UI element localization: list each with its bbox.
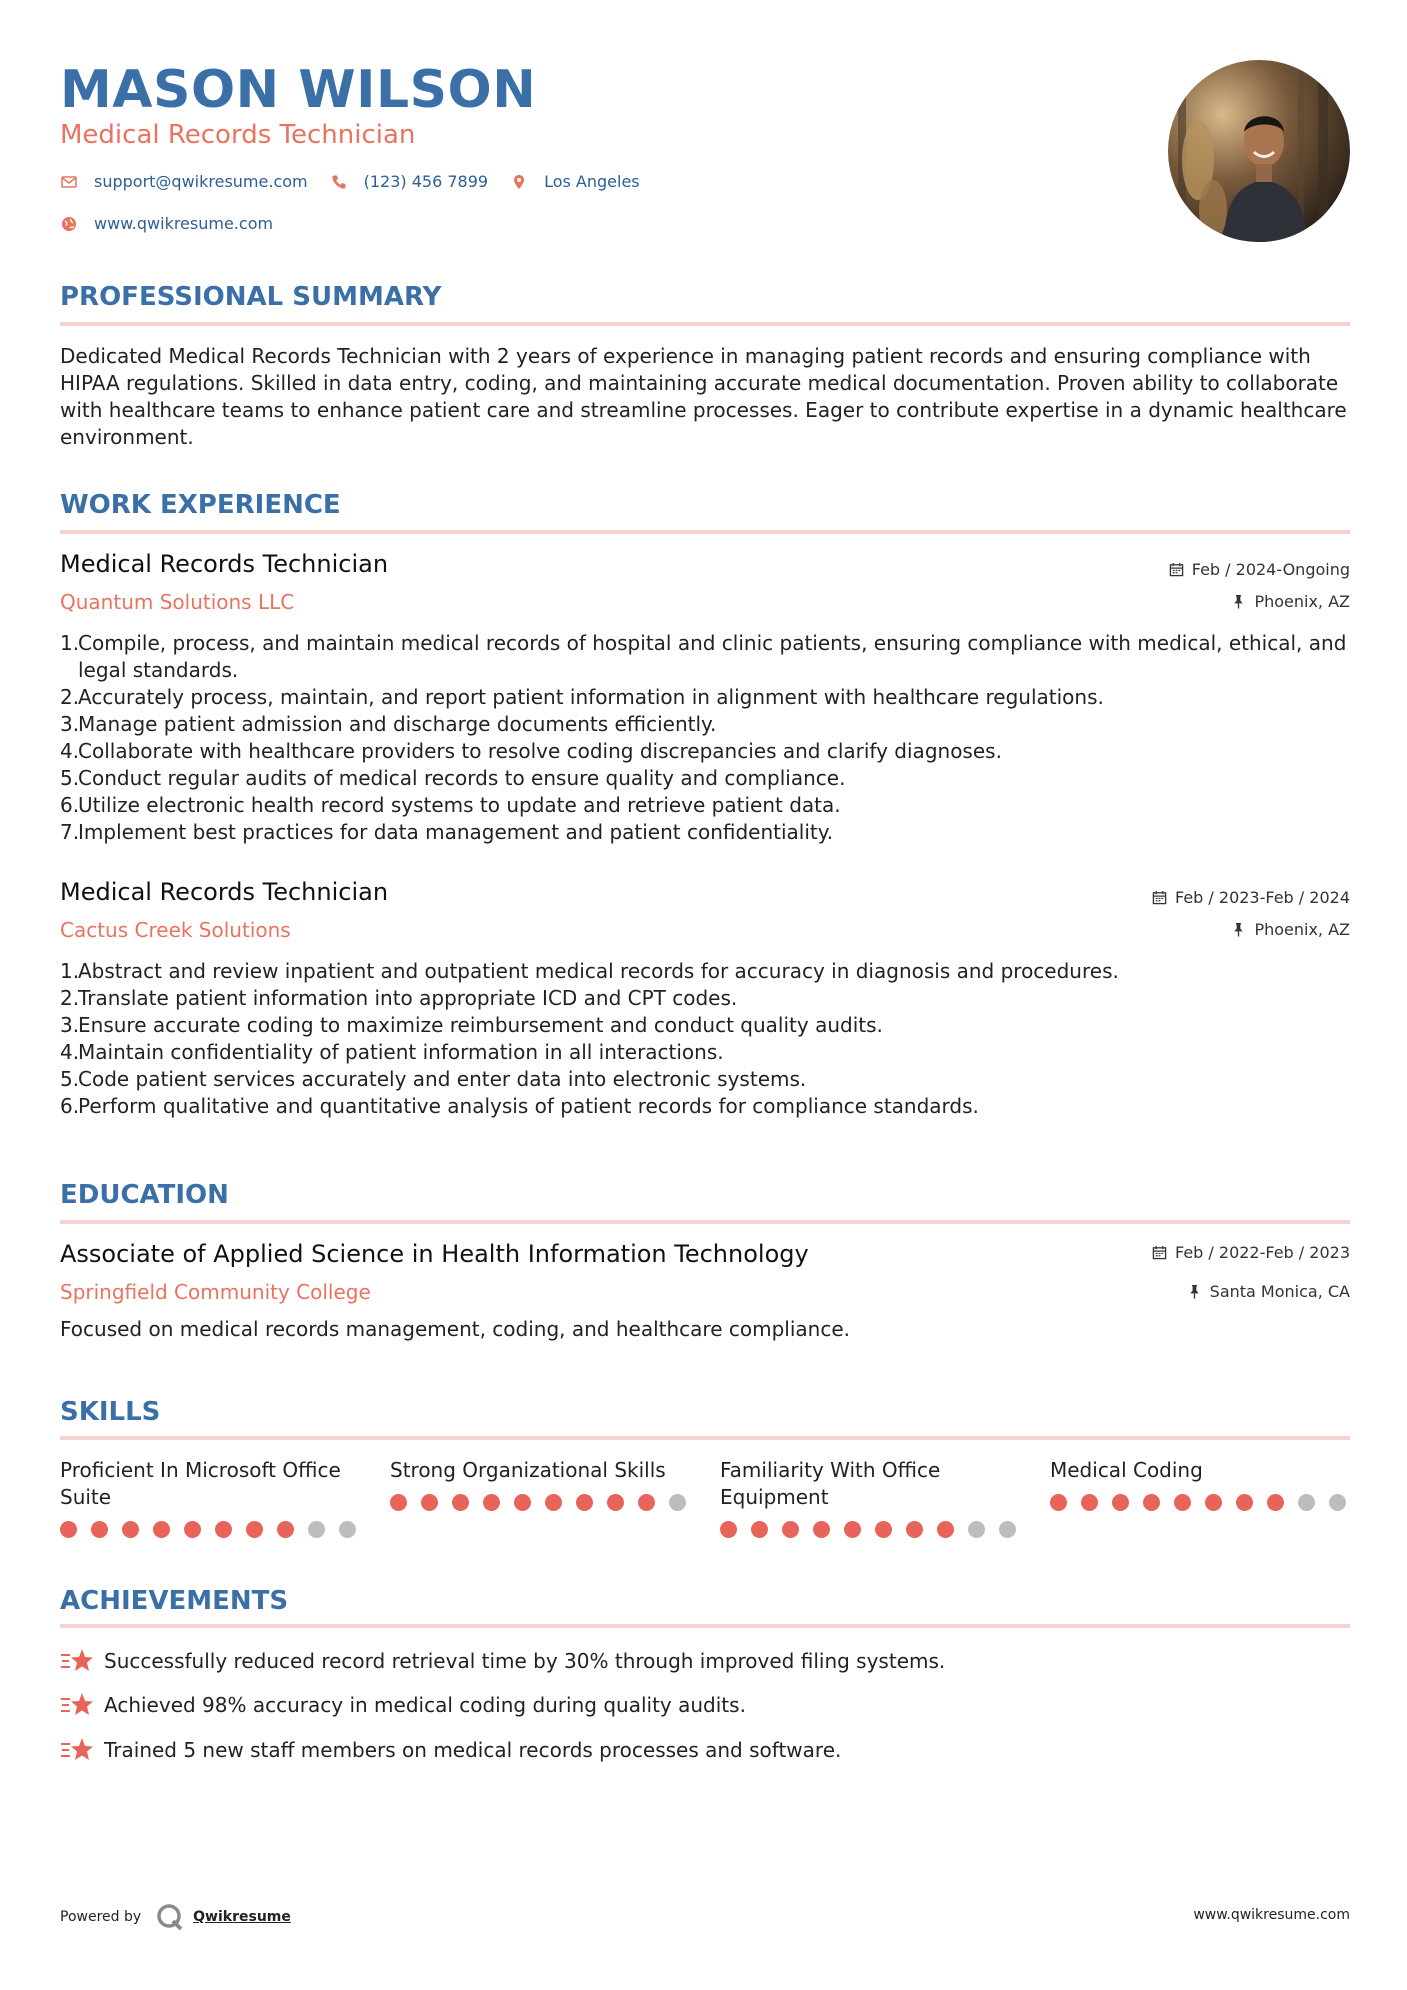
map-pin-icon (510, 173, 528, 191)
shooting-star-icon (60, 1736, 96, 1764)
skill-dot (215, 1521, 232, 1538)
education-location-text: Santa Monica, CA (1209, 1282, 1350, 1301)
skill-rating (720, 1521, 1030, 1538)
skill-dot (1143, 1494, 1160, 1511)
duty-item: 3. Ensure accurate coding to maximize reimbursement and conduct quality audits. (60, 1013, 883, 1037)
degree-title: Associate of Applied Science in Health Information Technology (60, 1240, 809, 1268)
skill-dot (91, 1521, 108, 1538)
powered-by-label: Powered by (60, 1909, 142, 1925)
skill-item (390, 1457, 700, 1511)
email-text: support@qwikresume.com (94, 172, 308, 191)
achievement-text: Achieved 98% accuracy in medical coding during quality audits. (104, 1693, 746, 1717)
section-divider (60, 1624, 1350, 1628)
skill-dot (421, 1494, 438, 1511)
skill-dot (782, 1521, 799, 1538)
job-company: Cactus Creek Solutions (60, 918, 291, 942)
experience-heading: WORK EXPERIENCE (60, 490, 341, 520)
calendar-icon (1169, 562, 1184, 577)
skill-dot (999, 1521, 1016, 1538)
skill-dot (452, 1494, 469, 1511)
job-location-text: Phoenix, AZ (1254, 592, 1350, 611)
skill-dot (968, 1521, 985, 1538)
skill-dot (246, 1521, 263, 1538)
job-title: Medical Records Technician (60, 878, 389, 906)
duty-item: 5. Conduct regular audits of medical records to ensure quality and compliance. (60, 766, 846, 790)
achievement-text: Successfully reduced record retrieval time by 30% through improved filing systems. (104, 1649, 946, 1673)
duty-item: 6. Perform qualitative and quantitative analysis of patient records for compliance standards. (60, 1094, 979, 1118)
profile-photo (1168, 60, 1350, 242)
education-description: Focused on medical records management, coding, and healthcare compliance. (60, 1317, 850, 1341)
education-heading: EDUCATION (60, 1180, 229, 1210)
skill-dot (1081, 1494, 1098, 1511)
skill-dot (576, 1494, 593, 1511)
duty-item: 5. Code patient services accurately and enter data into electronic systems. (60, 1067, 807, 1091)
phone-icon (330, 173, 348, 191)
resume-page (60, 0, 1350, 1990)
duty-item: 2. Translate patient information into appropriate ICD and CPT codes. (60, 986, 738, 1010)
duty-item: 1. Abstract and review inpatient and outpatient medical records for accuracy in diagnosis and procedures. (60, 959, 1119, 983)
brand-link[interactable]: Qwikresume (193, 1909, 291, 1925)
skill-dot (844, 1521, 861, 1538)
contact-location (510, 172, 640, 191)
duty-item: 4. Maintain confidentiality of patient information in all interactions. (60, 1040, 724, 1064)
pushpin-icon (1231, 594, 1246, 609)
skill-dot (1267, 1494, 1284, 1511)
contact-phone[interactable] (330, 172, 488, 191)
skill-dot (153, 1521, 170, 1538)
skill-dot (514, 1494, 531, 1511)
envelope-icon (60, 173, 78, 191)
skill-name: Medical Coding (1050, 1458, 1203, 1482)
skill-dot (720, 1521, 737, 1538)
skill-rating (1050, 1494, 1360, 1511)
shooting-star-icon (60, 1647, 96, 1675)
skill-dot (669, 1494, 686, 1511)
skill-dot (339, 1521, 356, 1538)
skill-dot (60, 1521, 77, 1538)
candidate-name: MASON WILSON (60, 60, 537, 120)
summary-text: Dedicated Medical Records Technician with 2 years of experience in managing patient records and ensuring compliance with HIPAA regulations. Skilled in data entry, coding, and maintaining accurate medical documentation. Proven ability to collaborate with healthcare teams to enhance patient care and streamline processes. Eager to contribute expertise in a dynamic healthcare environment. (60, 344, 1347, 449)
skill-dot (545, 1494, 562, 1511)
job-duties-list (60, 958, 1350, 1120)
pushpin-icon (1231, 922, 1246, 937)
duty-item: 3. Manage patient admission and discharge documents efficiently. (60, 712, 717, 736)
section-divider (60, 1220, 1350, 1224)
contact-row-web (60, 214, 295, 233)
duty-item: 1. Compile, process, and maintain medical records of hospital and clinic patients, ensuring compliance with medical, ethical, and legal standards. (60, 631, 1347, 682)
job-dates-text: Feb / 2024-Ongoing (1191, 560, 1350, 579)
achievement-item (60, 1691, 746, 1719)
summary-heading: PROFESSIONAL SUMMARY (60, 282, 442, 312)
job-location-text: Phoenix, AZ (1254, 920, 1350, 939)
duty-item: 7. Implement best practices for data management and patient confidentiality. (60, 820, 834, 844)
skill-dot (937, 1521, 954, 1538)
skill-dot (906, 1521, 923, 1538)
location-text: Los Angeles (544, 172, 640, 191)
section-divider (60, 1436, 1350, 1440)
duty-item: 4. Collaborate with healthcare providers to resolve coding discrepancies and clarify diagnoses. (60, 739, 1002, 763)
calendar-icon (1152, 1245, 1167, 1260)
skill-dot (1205, 1494, 1222, 1511)
job-dates-text: Feb / 2023-Feb / 2024 (1175, 888, 1350, 907)
phone-text: (123) 456 7899 (363, 172, 489, 191)
skill-dot (483, 1494, 500, 1511)
skill-dot (1236, 1494, 1253, 1511)
skill-dot (751, 1521, 768, 1538)
skill-dot (638, 1494, 655, 1511)
achievements-heading: ACHIEVEMENTS (60, 1586, 289, 1616)
skill-dot (607, 1494, 624, 1511)
skill-dot (1112, 1494, 1129, 1511)
achievement-text: Trained 5 new staff members on medical records processes and software. (104, 1738, 842, 1762)
skill-name: Familiarity With Office Equipment (720, 1458, 941, 1509)
skill-dot (1298, 1494, 1315, 1511)
skill-dot (1329, 1494, 1346, 1511)
shooting-star-icon (60, 1691, 96, 1719)
candidate-title: Medical Records Technician (60, 120, 416, 150)
footer-website[interactable]: www.qwikresume.com (1193, 1907, 1350, 1923)
globe-icon (60, 215, 78, 233)
school-name: Springfield Community College (60, 1280, 371, 1304)
job-title: Medical Records Technician (60, 550, 389, 578)
calendar-icon (1152, 890, 1167, 905)
skill-dot (1174, 1494, 1191, 1511)
skill-item (720, 1457, 1030, 1538)
section-divider (60, 322, 1350, 326)
skill-dot (390, 1494, 407, 1511)
job-location (1231, 592, 1350, 611)
education-dates-text: Feb / 2022-Feb / 2023 (1175, 1243, 1350, 1262)
qwikresume-logo-icon (155, 1902, 185, 1932)
job-location (1231, 920, 1350, 939)
website-text: www.qwikresume.com (94, 214, 274, 233)
skill-name: Strong Organizational Skills (390, 1458, 666, 1482)
job-duties-list (60, 630, 1350, 846)
section-divider (60, 530, 1350, 534)
skill-dot (875, 1521, 892, 1538)
contact-email[interactable] (60, 172, 308, 191)
job-company: Quantum Solutions LLC (60, 590, 295, 614)
skill-item (60, 1457, 370, 1538)
footer-branding (60, 1902, 291, 1932)
contact-website[interactable] (60, 214, 273, 233)
skill-name: Proficient In Microsoft Office Suite (60, 1458, 341, 1509)
skill-dot (122, 1521, 139, 1538)
job-dates (1169, 560, 1350, 579)
skills-heading: SKILLS (60, 1397, 161, 1427)
job-dates (1152, 888, 1350, 907)
skill-dot (813, 1521, 830, 1538)
achievement-item (60, 1647, 945, 1675)
education-dates (1152, 1243, 1350, 1262)
skill-dot (308, 1521, 325, 1538)
duty-item: 6. Utilize electronic health record systems to update and retrieve patient data. (60, 793, 841, 817)
duty-item: 2. Accurately process, maintain, and report patient information in alignment with healthcare regulations. (60, 685, 1104, 709)
achievement-item (60, 1736, 841, 1764)
skill-dot (277, 1521, 294, 1538)
education-location (1187, 1282, 1350, 1301)
skill-dot (184, 1521, 201, 1538)
pushpin-icon (1187, 1284, 1202, 1299)
skill-rating (60, 1521, 370, 1538)
skill-item (1050, 1457, 1360, 1511)
skill-rating (390, 1494, 700, 1511)
contact-row (60, 172, 662, 191)
skill-dot (1050, 1494, 1067, 1511)
